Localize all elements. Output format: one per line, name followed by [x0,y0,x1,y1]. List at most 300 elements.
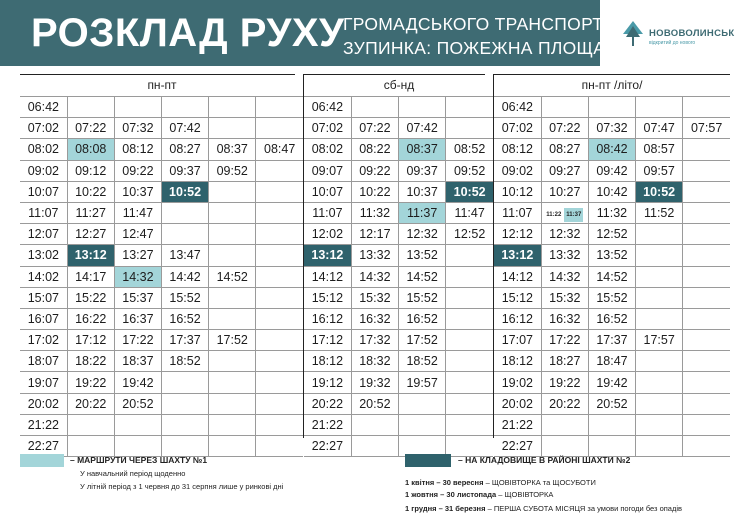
time-cell: 10:27 [541,181,588,202]
time-cell: 08:37 [399,139,446,160]
time-cell: 13:32 [541,245,588,266]
time-cell: 15:12 [494,287,541,308]
time-cell [683,414,730,435]
time-cell [256,351,303,372]
time-cell: 17:02 [20,330,67,351]
table-row [494,97,730,118]
time-cell: 07:47 [636,118,683,139]
table-row [20,139,303,160]
time-cell: 20:22 [304,393,351,414]
schedule-summer [494,96,730,457]
time-cell [114,97,161,118]
table-row [20,414,303,435]
time-cell [541,202,588,223]
time-cell: 15:12 [304,287,351,308]
time-cell: 10:22 [351,181,398,202]
time-cell [636,97,683,118]
time-cell: 10:52 [636,181,683,202]
time-cell: 20:22 [541,393,588,414]
time-cell: 14:32 [541,266,588,287]
time-cell: 09:37 [399,160,446,181]
time-cell: 09:27 [541,160,588,181]
time-cell [114,414,161,435]
time-cell: 16:52 [399,308,446,329]
table-row [494,372,730,393]
table-row [494,224,730,245]
time-cell: 19:07 [20,372,67,393]
table-row [304,436,493,457]
table-row [20,97,303,118]
time-cell: 12:52 [588,224,635,245]
time-cell: 14:12 [304,266,351,287]
divider [20,74,295,75]
time-cell: 09:12 [67,160,114,181]
table-row [304,224,493,245]
time-cell: 16:52 [588,308,635,329]
time-cell: 14:52 [399,266,446,287]
time-cell [67,436,114,457]
time-cell [209,181,256,202]
table-row [494,414,730,435]
time-cell: 08:47 [256,139,303,160]
time-cell [161,436,208,457]
table-row [494,245,730,266]
table-row [494,181,730,202]
time-cell [683,393,730,414]
time-cell [683,372,730,393]
time-cell: 08:57 [636,139,683,160]
time-cell [399,414,446,435]
time-cell: 13:12 [304,245,351,266]
time-cell: 18:22 [67,351,114,372]
time-cell: 20:02 [494,393,541,414]
time-cell: 09:37 [161,160,208,181]
time-cell: 18:47 [588,351,635,372]
time-cell [636,351,683,372]
table-row [304,330,493,351]
time-cell: 17:12 [304,330,351,351]
table-row [20,202,303,223]
rule-text: – ПЕРША СУБОТА МІСЯЦЯ [487,504,586,513]
time-cell [636,393,683,414]
time-cell: 09:57 [636,160,683,181]
time-cell: 19:42 [588,372,635,393]
time-cell: 17:22 [114,330,161,351]
time-cell: 11:27 [67,202,114,223]
schedule-weekdays [20,96,303,457]
time-cell: 18:52 [399,351,446,372]
table-row [304,372,493,393]
time-cell: 13:47 [161,245,208,266]
time-cell: 07:22 [67,118,114,139]
time-cell: 09:02 [20,160,67,181]
time-cell: 18:52 [161,351,208,372]
time-cell: 09:22 [351,160,398,181]
table-row [20,181,303,202]
time-cell: 09:42 [588,160,635,181]
time-cell: 12:07 [20,224,67,245]
table-row [494,436,730,457]
rule-period: 1 квітня – 30 вересня [405,478,484,487]
rule-period: 1 грудня – 31 березня [405,504,486,513]
time-cell [351,97,398,118]
time-cell [446,97,493,118]
time-cell: 16:52 [161,308,208,329]
time-cell: 22:27 [20,436,67,457]
time-cell [256,245,303,266]
time-cell: 08:08 [67,139,114,160]
time-cell: 18:12 [494,351,541,372]
time-cell: 17:22 [541,330,588,351]
time-cell [161,224,208,245]
time-cell [636,414,683,435]
time-cell: 15:32 [351,287,398,308]
rule-period: 1 жовтня – 30 листопада [405,490,497,499]
section-title-summer: пн-пт /літо/ [581,78,643,92]
time-cell [541,414,588,435]
time-cell: 09:52 [446,160,493,181]
time-cell [683,330,730,351]
table-row [304,414,493,435]
time-cell [588,414,635,435]
time-cell: 10:42 [588,181,635,202]
time-cell: 06:42 [494,97,541,118]
time-cell [683,181,730,202]
time-cell: 19:22 [541,372,588,393]
time-cell [541,97,588,118]
time-cell [256,372,303,393]
time-cell [209,372,256,393]
time-cell [683,436,730,457]
time-cell [636,266,683,287]
time-cell: 12:32 [399,224,446,245]
time-cell: 07:02 [304,118,351,139]
table-row [494,202,730,223]
time-cell [256,97,303,118]
schedule-weekend [304,96,493,457]
time-cell: 08:52 [446,139,493,160]
time-cell [209,245,256,266]
rule-extra: за умови погоди без опадів [587,504,682,513]
time-cell: 08:37 [209,139,256,160]
time-cell [209,351,256,372]
time-cell [209,393,256,414]
table-row [304,308,493,329]
legend-light-note: У літній період з 1 червня до 31 серпня лише у ринкові дні [80,482,284,491]
time-cell: 19:12 [304,372,351,393]
table-row [494,139,730,160]
section-title-weekend: сб-нд [383,78,415,92]
time-cell: 12:32 [541,224,588,245]
time-cell: 15:52 [399,287,446,308]
time-cell: 07:02 [494,118,541,139]
legend-dark-title: – НА КЛАДОВИЩЕ В РАЙОНІ ШАХТИ №2 [458,455,631,465]
time-cell: 13:27 [114,245,161,266]
time-cell [161,414,208,435]
time-cell [256,330,303,351]
page-title: РОЗКЛАД РУХУ [31,11,345,55]
table-row [304,393,493,414]
time-cell: 11:47 [114,202,161,223]
time-cell: 13:52 [399,245,446,266]
time-cell [588,436,635,457]
time-cell [209,118,256,139]
time-cell [256,224,303,245]
city-logo-icon [621,20,645,48]
time-cell: 09:22 [114,160,161,181]
table-row [494,308,730,329]
table-row [304,245,493,266]
table-row [20,330,303,351]
time-cell [256,266,303,287]
table-row [20,372,303,393]
time-cell [161,372,208,393]
table-row [304,351,493,372]
time-cell: 21:22 [494,414,541,435]
time-cell: 07:57 [683,118,730,139]
table-row [304,202,493,223]
time-cell [256,287,303,308]
time-cell: 07:42 [161,118,208,139]
table-row [20,160,303,181]
time-cell: 10:52 [161,181,208,202]
rule-text: – ЩОВІВТОРКА та ЩОСУБОТИ [485,478,596,487]
legend-dark-rule [405,478,596,487]
time-cell: 08:42 [588,139,635,160]
time-cell [256,308,303,329]
time-cell [446,330,493,351]
time-cell: 10:52 [446,181,493,202]
time-cell: 08:12 [114,139,161,160]
time-cell: 16:32 [541,308,588,329]
time-cell: 17:12 [67,330,114,351]
time-cell [161,97,208,118]
time-cell [683,351,730,372]
table-row [304,181,493,202]
time-cell [541,436,588,457]
table-row [494,118,730,139]
time-cell: 08:27 [541,139,588,160]
time-cell: 15:22 [67,287,114,308]
time-cell: 19:22 [67,372,114,393]
time-cell: 20:52 [588,393,635,414]
time-cell: 16:22 [67,308,114,329]
time-cell: 15:52 [161,287,208,308]
legend-dark-swatch [405,454,451,467]
table-row [20,287,303,308]
legend-dark-rule [405,504,682,513]
time-cell [446,414,493,435]
time-cell [683,287,730,308]
time-cell: 10:07 [304,181,351,202]
time-cell: 17:07 [494,330,541,351]
time-cell: 08:02 [20,139,67,160]
time-cell: 17:52 [399,330,446,351]
time-cell: 19:42 [114,372,161,393]
time-cell [446,266,493,287]
time-cell [209,308,256,329]
table-row [20,266,303,287]
time-cell: 21:22 [20,414,67,435]
table-row [20,245,303,266]
time-cell: 12:52 [446,224,493,245]
time-cell [636,436,683,457]
time-cell: 13:12 [494,245,541,266]
time-cell [446,118,493,139]
time-cell: 16:37 [114,308,161,329]
time-cell: 06:42 [20,97,67,118]
time-cell: 09:52 [209,160,256,181]
time-cell: 12:47 [114,224,161,245]
time-cell: 06:42 [304,97,351,118]
time-cell: 10:07 [20,181,67,202]
time-cell [446,308,493,329]
time-cell: 12:17 [351,224,398,245]
time-cell: 20:52 [114,393,161,414]
time-cell: 10:37 [399,181,446,202]
time-cell: 20:02 [20,393,67,414]
time-cell: 14:12 [494,266,541,287]
time-cell: 19:57 [399,372,446,393]
rule-text: – ЩОВІВТОРКА [498,490,554,499]
time-cell [683,97,730,118]
header-subtitle-transport: ГРОМАДСЬКОГО ТРАНСПОРТУ [343,14,615,34]
time-cell: 18:32 [351,351,398,372]
table-row [494,160,730,181]
time-cell [209,202,256,223]
table-row [304,97,493,118]
time-cell: 11:37 [399,202,446,223]
time-cell: 13:02 [20,245,67,266]
table-row [20,224,303,245]
divider [494,74,730,75]
time-cell: 15:37 [114,287,161,308]
time-cell: 17:57 [636,330,683,351]
legend-light-note: У навчальний період щоденно [80,469,186,478]
time-cell: 10:37 [114,181,161,202]
time-cell: 11:32 [351,202,398,223]
time-cell [446,393,493,414]
time-cell [256,202,303,223]
time-cell: 14:02 [20,266,67,287]
table-row [494,393,730,414]
table-row [20,351,303,372]
time-cell: 11:47 [446,202,493,223]
time-cell [256,436,303,457]
table-row [304,118,493,139]
time-cell [446,287,493,308]
time-cell: 12:12 [494,224,541,245]
time-cell: 11:52 [636,202,683,223]
time-cell [209,97,256,118]
time-cell: 13:12 [67,245,114,266]
time-cell: 09:02 [494,160,541,181]
header [0,0,750,66]
legend-dark-rule [405,490,553,499]
time-cell: 20:52 [351,393,398,414]
time-cell [683,245,730,266]
time-cell: 07:32 [114,118,161,139]
time-cell: 15:32 [541,287,588,308]
time-cell [683,266,730,287]
table-row [20,308,303,329]
time-cell [636,287,683,308]
time-cell [209,287,256,308]
time-cell: 08:27 [161,139,208,160]
time-cell: 17:37 [588,330,635,351]
section-title-weekdays: пн-пт [147,78,177,92]
table-row [494,266,730,287]
time-cell [209,224,256,245]
time-cell [67,414,114,435]
time-cell: 15:52 [588,287,635,308]
time-cell [683,308,730,329]
time-cell: 10:12 [494,181,541,202]
time-cell [446,372,493,393]
time-cell [446,351,493,372]
time-cell [399,97,446,118]
time-cell: 17:32 [351,330,398,351]
time-cell [351,414,398,435]
time-cell: 11:07 [494,202,541,223]
time-cell: 08:12 [494,139,541,160]
table-row [20,118,303,139]
time-cell: 08:02 [304,139,351,160]
header-band [0,0,615,66]
time-cell: 14:42 [161,266,208,287]
time-cell: 20:22 [67,393,114,414]
time-cell: 07:02 [20,118,67,139]
time-cell [636,308,683,329]
table-row [494,351,730,372]
time-cell: 18:12 [304,351,351,372]
divider [304,74,485,75]
logo-name: НОВОВОЛИНСЬК [649,28,735,39]
time-cell [256,118,303,139]
time-cell: 11:07 [20,202,67,223]
time-cell [636,372,683,393]
time-cell [588,97,635,118]
time-cell: 13:32 [351,245,398,266]
time-cell [683,224,730,245]
time-cell [256,414,303,435]
time-cell: 16:32 [351,308,398,329]
time-cell: 15:07 [20,287,67,308]
time-cell: 18:37 [114,351,161,372]
time-cell: 11:07 [304,202,351,223]
time-cell: 07:22 [541,118,588,139]
time-cell: 22:27 [304,436,351,457]
time-cell: 14:32 [351,266,398,287]
time-cell [256,393,303,414]
time-cell [67,97,114,118]
time-cell [683,160,730,181]
time-cell: 16:12 [304,308,351,329]
time-cell: 14:32 [114,266,161,287]
table-row [494,287,730,308]
time-cell: 14:17 [67,266,114,287]
time-cell: 16:07 [20,308,67,329]
time-cell [636,245,683,266]
time-cell [256,160,303,181]
time-cell [256,181,303,202]
time-cell-split: 11:37 [564,208,583,222]
time-cell: 17:52 [209,330,256,351]
time-cell: 18:27 [541,351,588,372]
table-row [304,266,493,287]
table-row [494,330,730,351]
time-cell: 08:22 [351,139,398,160]
